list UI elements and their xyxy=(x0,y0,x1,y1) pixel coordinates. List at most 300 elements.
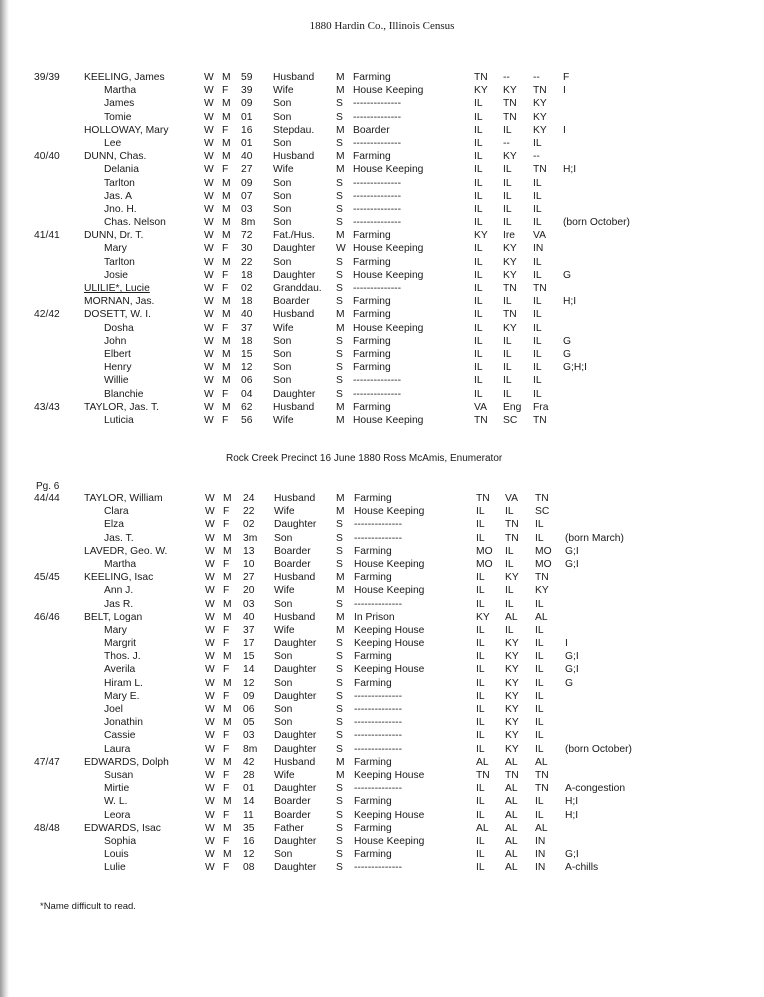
age-cell: 01 xyxy=(241,111,253,123)
person-name: DOSETT, W. I. xyxy=(84,309,151,321)
relationship-cell: Son xyxy=(273,335,292,347)
table-row xyxy=(0,190,764,203)
person-name: Mary xyxy=(104,624,127,636)
birthplace-cell: IL xyxy=(476,651,485,663)
marital-status-cell: S xyxy=(336,809,343,821)
father-birthplace-cell: AL xyxy=(505,849,518,861)
mother-birthplace-cell: IL xyxy=(533,177,542,189)
marital-status-cell: S xyxy=(336,783,343,795)
marital-status-cell: S xyxy=(336,388,343,400)
father-birthplace-cell: IL xyxy=(505,624,514,636)
age-cell: 37 xyxy=(241,322,253,334)
marital-status-cell: S xyxy=(336,177,343,189)
occupation-cell: -------------- xyxy=(354,598,403,610)
mother-birthplace-cell: TN xyxy=(533,85,547,97)
sex-cell: F xyxy=(223,809,230,821)
notes-cell: G;I xyxy=(565,664,579,676)
birthplace-cell: IL xyxy=(476,704,485,715)
relationship-cell: Husband xyxy=(274,611,316,623)
birthplace-cell: KY xyxy=(474,85,488,97)
mother-birthplace-cell: IL xyxy=(535,704,544,715)
age-cell: 17 xyxy=(243,638,255,650)
table-row xyxy=(0,756,764,769)
birthplace-cell: IL xyxy=(476,849,485,861)
sex-cell: M xyxy=(222,296,231,308)
mother-birthplace-cell: SC xyxy=(535,506,550,518)
race-cell: W xyxy=(204,414,214,426)
table-row xyxy=(0,348,764,361)
birthplace-cell: IL xyxy=(474,190,483,202)
father-birthplace-cell: KY xyxy=(505,651,519,663)
notes-cell: I xyxy=(563,85,566,97)
notes-cell: H;I xyxy=(563,164,577,176)
marital-status-cell: M xyxy=(336,611,345,623)
age-cell: 18 xyxy=(241,335,253,347)
person-name: Joel xyxy=(104,704,123,715)
family-number: 45/45 xyxy=(34,572,60,584)
family-number: 46/46 xyxy=(34,611,60,623)
relationship-cell: Son xyxy=(273,375,292,387)
occupation-cell: -------------- xyxy=(353,283,402,294)
mother-birthplace-cell: IL xyxy=(533,217,542,229)
sex-cell: M xyxy=(222,362,231,374)
father-birthplace-cell: IL xyxy=(503,124,512,136)
father-birthplace-cell: IL xyxy=(503,177,512,189)
relationship-cell: Wife xyxy=(274,585,295,597)
sex-cell: F xyxy=(223,690,230,702)
occupation-cell: Farming xyxy=(353,151,391,163)
table-row xyxy=(0,571,764,584)
sex-cell: F xyxy=(223,558,230,570)
relationship-cell: Son xyxy=(274,598,293,610)
relationship-cell: Husband xyxy=(273,151,315,163)
person-name: Jas R. xyxy=(104,598,134,610)
table-row xyxy=(0,558,764,571)
father-birthplace-cell: AL xyxy=(505,809,518,821)
person-name: John xyxy=(104,335,127,347)
sex-cell: M xyxy=(223,493,232,504)
table-row xyxy=(0,782,764,795)
race-cell: W xyxy=(204,124,214,136)
table-row xyxy=(0,690,764,703)
birthplace-cell: TN xyxy=(474,72,488,83)
marital-status-cell: M xyxy=(336,756,345,768)
marital-status-cell: S xyxy=(336,730,343,742)
occupation-cell: Farming xyxy=(354,756,392,768)
mother-birthplace-cell: IL xyxy=(535,598,544,610)
table-row xyxy=(0,650,764,663)
marital-status-cell: S xyxy=(336,545,343,557)
person-name: Luticia xyxy=(104,414,134,426)
father-birthplace-cell: VA xyxy=(505,493,518,504)
father-birthplace-cell: IL xyxy=(503,164,512,176)
notes-cell: (born October) xyxy=(563,217,630,229)
father-birthplace-cell: AL xyxy=(505,783,518,795)
notes-cell: H;I xyxy=(565,809,579,821)
birthplace-cell: IL xyxy=(476,532,485,544)
race-cell: W xyxy=(205,862,215,874)
table-row xyxy=(0,624,764,637)
mother-birthplace-cell: IL xyxy=(535,796,544,808)
occupation-cell: Farming xyxy=(353,401,391,413)
age-cell: 01 xyxy=(241,137,253,149)
person-name: EDWARDS, Dolph xyxy=(84,756,169,768)
race-cell: W xyxy=(204,190,214,202)
table-row xyxy=(0,295,764,308)
father-birthplace-cell: Eng xyxy=(503,401,522,413)
mother-birthplace-cell: IL xyxy=(533,203,542,215)
race-cell: W xyxy=(205,743,215,755)
age-cell: 04 xyxy=(241,388,253,400)
occupation-cell: Keeping House xyxy=(354,664,425,676)
age-cell: 07 xyxy=(241,190,253,202)
person-name: MORNAN, Jas. xyxy=(84,296,155,308)
race-cell: W xyxy=(205,822,215,834)
birthplace-cell: IL xyxy=(476,638,485,650)
table-row xyxy=(0,97,764,110)
notes-cell: A-congestion xyxy=(565,783,626,795)
table-row xyxy=(0,414,764,427)
age-cell: 16 xyxy=(241,124,253,136)
sex-cell: M xyxy=(222,190,231,202)
table-row xyxy=(0,150,764,163)
relationship-cell: Son xyxy=(273,348,292,360)
relationship-cell: Daughter xyxy=(274,862,317,874)
occupation-cell: Farming xyxy=(354,677,392,689)
notes-cell: H;I xyxy=(563,296,577,308)
sex-cell: M xyxy=(223,717,232,729)
occupation-cell: House Keeping xyxy=(353,269,424,281)
birthplace-cell: KY xyxy=(474,230,488,242)
occupation-cell: -------------- xyxy=(353,190,402,202)
age-cell: 62 xyxy=(241,401,253,413)
notes-cell: F xyxy=(563,72,570,83)
race-cell: W xyxy=(204,335,214,347)
race-cell: W xyxy=(204,98,214,110)
sex-cell: M xyxy=(223,756,232,768)
person-name: Lulie xyxy=(104,862,126,874)
father-birthplace-cell: IL xyxy=(505,506,514,518)
occupation-cell: House Keeping xyxy=(353,414,424,426)
person-name: Thos. J. xyxy=(104,651,141,663)
race-cell: W xyxy=(205,624,215,636)
table-row xyxy=(0,663,764,676)
table-row xyxy=(0,322,764,335)
marital-status-cell: M xyxy=(336,322,345,334)
age-cell: 59 xyxy=(241,72,253,83)
birthplace-cell: IL xyxy=(476,809,485,821)
mother-birthplace-cell: MO xyxy=(535,558,552,570)
table-row xyxy=(0,703,764,716)
relationship-cell: Son xyxy=(274,532,293,544)
father-birthplace-cell: IL xyxy=(505,598,514,610)
sex-cell: M xyxy=(222,98,231,110)
age-cell: 27 xyxy=(241,164,253,176)
father-birthplace-cell: IL xyxy=(503,217,512,229)
occupation-cell: Farming xyxy=(354,849,392,861)
mother-birthplace-cell: IL xyxy=(533,269,542,281)
marital-status-cell: S xyxy=(336,835,343,847)
mother-birthplace-cell: IL xyxy=(533,190,542,202)
table-row xyxy=(0,163,764,176)
relationship-cell: Son xyxy=(274,849,293,861)
mother-birthplace-cell: IL xyxy=(535,664,544,676)
sex-cell: F xyxy=(222,269,229,281)
race-cell: W xyxy=(204,85,214,97)
marital-status-cell: M xyxy=(336,506,345,518)
table-row xyxy=(0,71,764,84)
table-row xyxy=(0,282,764,295)
notes-cell: G xyxy=(565,677,574,689)
mother-birthplace-cell: IL xyxy=(535,624,544,636)
family-number: 43/43 xyxy=(34,401,60,413)
race-cell: W xyxy=(204,296,214,308)
father-birthplace-cell: IL xyxy=(505,545,514,557)
sex-cell: M xyxy=(222,151,231,163)
race-cell: W xyxy=(204,151,214,163)
sex-cell: F xyxy=(223,730,230,742)
age-cell: 03 xyxy=(243,730,255,742)
person-name: Clara xyxy=(104,506,129,518)
sex-cell: F xyxy=(223,585,230,597)
sex-cell: M xyxy=(222,203,231,215)
father-birthplace-cell: AL xyxy=(505,611,518,623)
race-cell: W xyxy=(205,545,215,557)
relationship-cell: Wife xyxy=(274,769,295,781)
age-cell: 03 xyxy=(243,598,255,610)
relationship-cell: Stepdau. xyxy=(273,124,315,136)
age-cell: 01 xyxy=(243,783,255,795)
birthplace-cell: TN xyxy=(476,769,490,781)
table-row xyxy=(0,203,764,216)
mother-birthplace-cell: KY xyxy=(533,111,547,123)
sex-cell: M xyxy=(223,849,232,861)
age-cell: 12 xyxy=(243,849,255,861)
marital-status-cell: S xyxy=(336,677,343,689)
sex-cell: M xyxy=(223,545,232,557)
sex-cell: F xyxy=(222,283,229,294)
birthplace-cell: MO xyxy=(476,545,493,557)
race-cell: W xyxy=(205,493,215,504)
mother-birthplace-cell: -- xyxy=(533,151,540,163)
age-cell: 22 xyxy=(243,506,255,518)
table-row xyxy=(0,809,764,822)
marital-status-cell: S xyxy=(336,296,343,308)
relationship-cell: Wife xyxy=(273,322,294,334)
marital-status-cell: M xyxy=(336,124,345,136)
person-name: Tomie xyxy=(104,111,132,123)
race-cell: W xyxy=(205,704,215,715)
family-number: 39/39 xyxy=(34,72,60,83)
occupation-cell: -------------- xyxy=(353,203,402,215)
mother-birthplace-cell: IL xyxy=(535,638,544,650)
relationship-cell: Husband xyxy=(273,309,315,321)
sex-cell: M xyxy=(222,309,231,321)
sex-cell: F xyxy=(222,164,229,176)
table-row xyxy=(0,532,764,545)
table-row xyxy=(0,256,764,269)
age-cell: 11 xyxy=(243,809,254,821)
sex-cell: F xyxy=(223,743,230,755)
person-name: Tarlton xyxy=(104,256,135,268)
father-birthplace-cell: KY xyxy=(503,269,517,281)
birthplace-cell: IL xyxy=(476,598,485,610)
birthplace-cell: IL xyxy=(476,743,485,755)
marital-status-cell: M xyxy=(336,585,345,597)
person-name: TAYLOR, Jas. T. xyxy=(84,401,159,413)
marital-status-cell: S xyxy=(336,256,343,268)
occupation-cell: Farming xyxy=(353,296,391,308)
person-name: Josie xyxy=(104,269,129,281)
person-name: Cassie xyxy=(104,730,136,742)
family-number: 41/41 xyxy=(34,230,60,242)
table-row xyxy=(0,111,764,124)
occupation-cell: -------------- xyxy=(354,717,403,729)
sex-cell: M xyxy=(222,72,231,83)
relationship-cell: Husband xyxy=(273,72,315,83)
occupation-cell: Farming xyxy=(354,796,392,808)
relationship-cell: Son xyxy=(273,362,292,374)
sex-cell: M xyxy=(222,217,231,229)
race-cell: W xyxy=(205,690,215,702)
father-birthplace-cell: TN xyxy=(503,98,517,110)
sex-cell: M xyxy=(223,532,232,544)
race-cell: W xyxy=(205,809,215,821)
mother-birthplace-cell: VA xyxy=(533,230,546,242)
birthplace-cell: IL xyxy=(474,335,483,347)
age-cell: 40 xyxy=(243,611,255,623)
age-cell: 15 xyxy=(243,651,255,663)
occupation-cell: Farming xyxy=(353,309,391,321)
table-row xyxy=(0,492,764,505)
person-name: KEELING, Isac xyxy=(84,572,154,584)
precinct-heading: Rock Creek Precinct 16 June 1880 Ross McAmis, Enumerator xyxy=(226,453,503,464)
relationship-cell: Boarder xyxy=(274,796,311,808)
race-cell: W xyxy=(204,348,214,360)
father-birthplace-cell: KY xyxy=(503,322,517,334)
occupation-cell: -------------- xyxy=(354,743,403,755)
birthplace-cell: MO xyxy=(476,558,493,570)
occupation-cell: -------------- xyxy=(353,177,402,189)
age-cell: 24 xyxy=(243,493,255,504)
occupation-cell: -------------- xyxy=(354,690,403,702)
father-birthplace-cell: AL xyxy=(505,756,518,768)
race-cell: W xyxy=(205,651,215,663)
relationship-cell: Boarder xyxy=(273,296,310,308)
race-cell: W xyxy=(205,730,215,742)
father-birthplace-cell: KY xyxy=(505,743,519,755)
family-number: 40/40 xyxy=(34,151,60,163)
father-birthplace-cell: KY xyxy=(505,572,519,584)
census-table-section-2 xyxy=(0,492,764,874)
mother-birthplace-cell: TN xyxy=(535,769,549,781)
marital-status-cell: S xyxy=(336,190,343,202)
person-name: Leora xyxy=(104,809,131,821)
marital-status-cell: S xyxy=(336,335,343,347)
marital-status-cell: M xyxy=(336,164,345,176)
occupation-cell: Farming xyxy=(353,335,391,347)
occupation-cell: -------------- xyxy=(354,519,403,531)
birthplace-cell: IL xyxy=(474,375,483,387)
sex-cell: F xyxy=(222,322,229,334)
age-cell: 14 xyxy=(243,664,255,676)
birthplace-cell: IL xyxy=(476,572,485,584)
birthplace-cell: TN xyxy=(476,493,490,504)
occupation-cell: Farming xyxy=(354,493,392,504)
age-cell: 09 xyxy=(243,690,255,702)
census-table-section-1 xyxy=(0,71,764,427)
person-name: Margrit xyxy=(104,638,137,650)
father-birthplace-cell: KY xyxy=(503,256,517,268)
race-cell: W xyxy=(205,532,215,544)
person-name: DUNN, Dr. T. xyxy=(84,230,144,242)
father-birthplace-cell: AL xyxy=(505,835,518,847)
father-birthplace-cell: KY xyxy=(503,151,517,163)
sex-cell: F xyxy=(222,414,229,426)
person-name: Hiram L. xyxy=(104,677,143,689)
father-birthplace-cell: TN xyxy=(503,111,517,123)
birthplace-cell: IL xyxy=(476,783,485,795)
father-birthplace-cell: KY xyxy=(505,704,519,715)
person-name: Elbert xyxy=(104,348,131,360)
mother-birthplace-cell: TN xyxy=(533,414,547,426)
race-cell: W xyxy=(205,664,215,676)
person-name: Jonathin xyxy=(104,717,143,729)
table-row xyxy=(0,229,764,242)
occupation-cell: Farming xyxy=(353,256,391,268)
marital-status-cell: S xyxy=(336,796,343,808)
marital-status-cell: S xyxy=(336,664,343,676)
birthplace-cell: IL xyxy=(476,835,485,847)
relationship-cell: Wife xyxy=(273,164,294,176)
race-cell: W xyxy=(204,177,214,189)
birthplace-cell: IL xyxy=(474,203,483,215)
table-row xyxy=(0,729,764,742)
person-name: James xyxy=(104,98,135,110)
person-name: Dosha xyxy=(104,322,134,334)
father-birthplace-cell: KY xyxy=(505,690,519,702)
marital-status-cell: S xyxy=(336,217,343,229)
table-row xyxy=(0,308,764,321)
notes-cell: A-chills xyxy=(565,862,599,874)
person-name: Louis xyxy=(104,849,129,861)
relationship-cell: Boarder xyxy=(274,809,311,821)
mother-birthplace-cell: IL xyxy=(533,362,542,374)
mother-birthplace-cell: IL xyxy=(533,137,542,149)
birthplace-cell: IL xyxy=(474,151,483,163)
relationship-cell: Daughter xyxy=(273,388,316,400)
relationship-cell: Boarder xyxy=(274,558,311,570)
marital-status-cell: S xyxy=(336,743,343,755)
birthplace-cell: IL xyxy=(476,519,485,531)
relationship-cell: Wife xyxy=(273,85,294,97)
page-title: 1880 Hardin Co., Illinois Census xyxy=(309,20,455,32)
father-birthplace-cell: IL xyxy=(503,190,512,202)
mother-birthplace-cell: TN xyxy=(535,572,549,584)
age-cell: 06 xyxy=(241,375,253,387)
occupation-cell: Farming xyxy=(354,822,392,834)
person-name: Tarlton xyxy=(104,177,135,189)
marital-status-cell: M xyxy=(336,769,345,781)
age-cell: 27 xyxy=(243,572,255,584)
father-birthplace-cell: KY xyxy=(505,664,519,676)
mother-birthplace-cell: IL xyxy=(535,743,544,755)
marital-status-cell: S xyxy=(336,651,343,663)
race-cell: W xyxy=(204,375,214,387)
occupation-cell: -------------- xyxy=(353,375,402,387)
table-row xyxy=(0,861,764,874)
age-cell: 42 xyxy=(243,756,255,768)
